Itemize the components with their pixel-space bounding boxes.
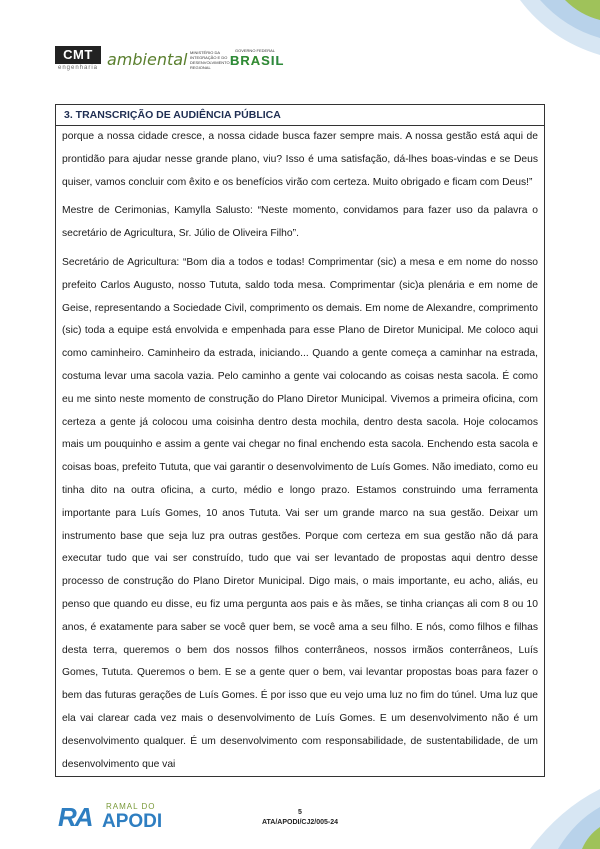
paragraph: Secretário de Agricultura: “Bom dia a todos e todas! Comprimentar (sic) a mesa e em nome do nosso prefeito Carlos Augusto, nosso Tututa, saldo toda mesa. Comprimentar (sic)a plenária e em nome de Geise, representando a Sociedade Civil, comprimento os demais. Em nome de Alexandre, comprimento (sic) toda a equipe está envolvida e empenhada para esse Plano de Diretor Municipal. Me coloco aqui como caminheiro. Caminheiro da estrada, iniciando... Quando a gente começa a caminhar na estrada, costuma levar uma sacola vazia. Pelo caminho a gente vai colocando as coisas nesta sacola. É como eu me sinto neste momento de construção do Plano Diretor Municipal. Vivemos a primeira oficina, com certeza a gente já colocou uma coisinha dentro desta mochila, dentro desta sacola. Hoje colocamos mais um pouquinho e assim a gente vai chegar no final enchendo esta sacola. Enchendo esta sacola e coisas boas, prefeito Tututa, que vai garantir o desenvolvimento de Luís Gomes. Não imediato, como eu tinha dito na outra oficina, a curto, médio e longo prazo. Estamos construindo uma ferramenta importante para Luís Gomes, 10 anos Tututa. Vai ser um grande marco na sua gestão. Deixar um instrumento base que seja luz pra outras gestões. Porque com certeza em sua gestão não dá para executar tudo que vai ser construído, tudo que vai ser levantado de propostas aqui dentro desse processo de construção do Plano Diretor Municipal. Digo mais, o mais importante, eu acho, aliás, eu penso que quando eu disse, eu fiz uma pergunta aos pais e às mães, se tinha crianças ali com 8 ou 10 anos, é exatamente para saber se você quer bem, se você ama a seu filho. E nós, como filhos e filhas desta terra, queremos o bem dos nossos filhos conterrâneos, nossos irmãos conterrâneos, Luís Gomes, Tututa. Queremos o bem. E se a gente quer o bem, vai levantar propostas boas para fazer o bem das futuras gerações de Luís Gomes. É por isso que eu vejo uma luz no fim do túnel. Uma luz que ela vai clarear cada vez mais o desenvolvimento de Luís Gomes. E um desenvolvimento não é um desenvolvimento qualquer. É um desenvolvimento com responsabilidade, de sustentabilidade, de um desenvolvimento que vai <box>62 256 538 770</box>
ra-mark: RA <box>58 802 92 832</box>
cmt-logo <box>55 46 101 76</box>
corner-decoration-bottom <box>490 779 600 849</box>
ramal-do-apodi-logo <box>58 800 168 834</box>
ambiental-logo: ambiental <box>107 50 188 69</box>
ministry-logo: MINISTÉRIO DA INTEGRAÇÃO E DO DESENVOLVIMENTO REGIONAL <box>190 50 230 70</box>
paragraph: porque a nossa cidade cresce, a nossa cidade busca fazer sempre mais. A nossa gestão está aqui de prontidão para ajudar nesse grande plano, viu? Isso é uma satisfação, dá-lhes boas-vindas e se Deus quiser, vamos concluir com êxito e os benefícios virão com certeza. Muito obrigado e ficam com Deus!” <box>62 131 538 188</box>
corner-decoration-top <box>480 0 600 95</box>
brasil-wordmark: BRASIL <box>230 53 285 68</box>
section-title: 3. TRANSCRIÇÃO DE AUDIÊNCIA PÚBLICA <box>56 105 544 126</box>
header-logos <box>55 44 315 80</box>
paragraph: Mestre de Cerimonias, Kamylla Salusto: “Neste momento, convidamos para fazer uso da palavra o secretário de Agricultura, Sr. Júlio de Oliveira Filho”. <box>62 205 538 240</box>
governo-federal-label: GOVERNO FEDERAL <box>234 48 275 53</box>
document-code: ATA/APODI/CJ2/005-24 <box>262 819 338 826</box>
transcript-box <box>55 104 545 777</box>
apodi-label: APODI <box>102 811 163 832</box>
ramal-label: RAMAL DO <box>106 802 156 811</box>
page-number: 5 <box>298 809 302 816</box>
transcript-content <box>56 126 544 776</box>
cmt-logo-sub: engenharia <box>57 65 99 71</box>
cmt-logo-mark: CMT <box>55 46 101 64</box>
governo-federal-logo <box>230 48 285 68</box>
page-footer <box>200 808 400 828</box>
